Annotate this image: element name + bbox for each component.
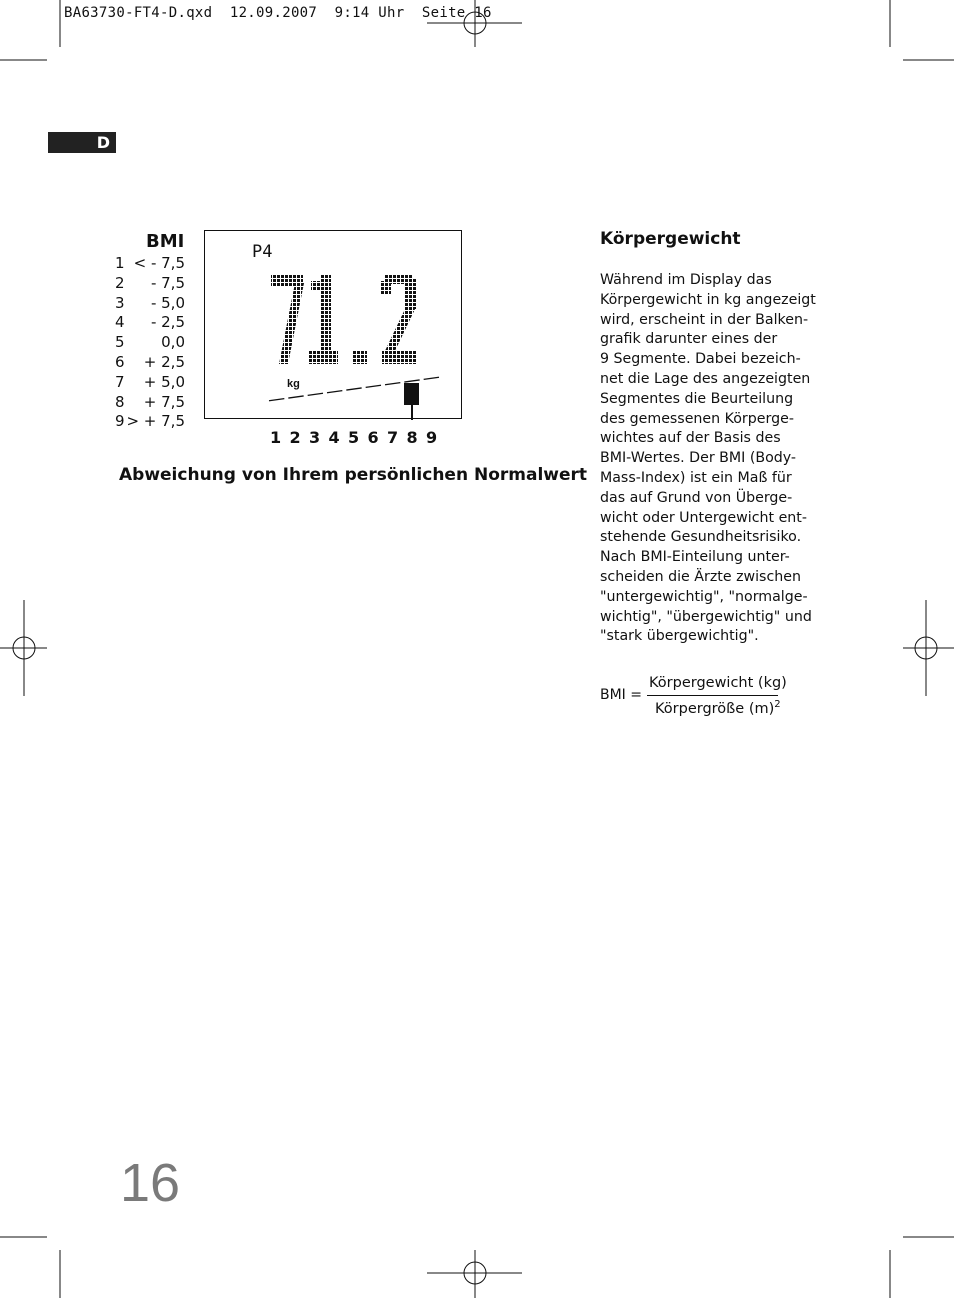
- body-text-line: 9 Segmente. Dabei bezeich-: [600, 351, 801, 368]
- segment-number: 5: [348, 428, 360, 447]
- bmi-row-value: 0,0: [161, 333, 185, 352]
- segment-number: 2: [289, 428, 301, 447]
- bmi-row-index: 5: [115, 333, 125, 352]
- bmi-legend-row: [115, 293, 185, 313]
- body-text-line: wichtes auf der Basis des: [600, 430, 781, 447]
- exponent: 2: [774, 699, 781, 710]
- segment-numbers: [270, 428, 446, 447]
- display-graphic: [205, 231, 463, 420]
- bar-segment-8: [404, 380, 419, 382]
- bar-segment-3: [308, 393, 323, 395]
- print-file-stamp: BA63730-FT4-D.qxd 12.09.2007 9:14 Uhr Seite 16: [64, 5, 492, 21]
- body-text-line: das auf Grund von Überge-: [600, 489, 793, 506]
- bmi-legend-row: [115, 253, 185, 273]
- body-text-line: stehende Gesundheitsrisiko.: [600, 529, 802, 546]
- bmi-row-value: - 2,5: [150, 313, 185, 332]
- bmi-legend-row: [115, 411, 185, 431]
- segment-number: 4: [328, 428, 340, 447]
- bar-segment-7: [385, 383, 400, 385]
- body-text-line: Während im Display das: [600, 272, 772, 288]
- bmi-row-index: 6: [115, 353, 125, 371]
- bmi-row-value: < - 7,5: [133, 254, 185, 272]
- segment-number: 9: [426, 428, 438, 447]
- bmi-row-index: 8: [115, 392, 125, 411]
- section-heading: Körpergewicht: [600, 229, 741, 249]
- bmi-legend-row: [115, 273, 185, 293]
- body-text-line: grafik darunter eines der: [600, 331, 778, 348]
- bmi-row-value: + 2,5: [143, 353, 185, 371]
- bar-segment-6: [366, 385, 381, 387]
- bmi-row-index: 7: [115, 372, 125, 391]
- bmi-row-index: 9: [115, 412, 125, 431]
- bmi-row-value: - 7,5: [150, 273, 185, 292]
- segment-number: 3: [309, 428, 321, 447]
- formula-lhs: BMI =: [600, 687, 642, 703]
- segment-number: 7: [387, 428, 399, 447]
- body-text-line: wicht oder Untergewicht ent-: [600, 509, 807, 526]
- segment-number: 1: [270, 428, 282, 447]
- denominator-text: Körpergröße (m): [655, 700, 775, 717]
- decimal-point: [353, 351, 367, 364]
- segment-number: 6: [367, 428, 379, 447]
- bmi-row-index: 2: [115, 273, 125, 292]
- bmi-row-index: 3: [115, 293, 125, 312]
- body-text-line: wird, erscheint in der Balken-: [600, 311, 809, 328]
- language-tab: D: [48, 132, 116, 153]
- body-text-line: des gemessenen Körperge-: [600, 410, 794, 427]
- bmi-legend-row: [115, 312, 185, 332]
- bar-segment-9: [424, 377, 439, 379]
- body-text: [600, 271, 815, 647]
- body-text-line: Segmentes die Beurteilung: [600, 390, 794, 407]
- body-text-line: wichtig", "übergewichtig" und: [600, 608, 812, 625]
- digit-7: [271, 274, 304, 364]
- body-text-line: Mass-Index) ist ein Maß für: [600, 469, 792, 486]
- segment-number: 8: [406, 428, 418, 447]
- bmi-row-value: > + 7,5: [126, 412, 185, 431]
- bar-segment-4: [327, 391, 342, 393]
- bar-segment-2: [288, 396, 303, 398]
- bmi-row-index: 1: [115, 254, 125, 272]
- body-text-line: scheiden die Ärzte zwischen: [600, 568, 801, 585]
- scale-display: [204, 230, 462, 419]
- body-text-line: Nach BMI-Einteilung unter-: [600, 549, 790, 566]
- digit-1: [308, 274, 338, 364]
- digit-2: [381, 274, 417, 364]
- bar-segment-1: [269, 399, 284, 401]
- bmi-row-value: + 5,0: [143, 372, 185, 391]
- body-text-line: Körpergewicht in kg angezeigt: [600, 291, 816, 308]
- body-text-line: "untergewichtig", "normalge-: [600, 588, 808, 605]
- body-text-line: net die Lage des angezeigten: [600, 370, 811, 387]
- page-number: 16: [120, 1153, 181, 1213]
- fraction-line: [647, 695, 778, 696]
- formula-denominator: [655, 699, 781, 717]
- active-segment-block: [404, 383, 419, 405]
- bmi-row-value: + 7,5: [143, 392, 185, 411]
- memory-label: P4: [252, 242, 273, 262]
- bmi-row-value: - 5,0: [150, 293, 185, 312]
- bmi-legend-title: BMI: [146, 231, 185, 252]
- bmi-legend-row: [115, 392, 185, 412]
- bar-segment-5: [346, 388, 361, 390]
- figure-caption: Abweichung von Ihrem persönlichen Normalwert: [119, 465, 588, 485]
- formula-numerator: Körpergewicht (kg): [649, 675, 787, 691]
- bmi-legend-row: [115, 332, 185, 352]
- body-text-line: "stark übergewichtig".: [600, 628, 759, 645]
- bmi-row-index: 4: [115, 313, 125, 332]
- body-text-line: BMI-Wertes. Der BMI (Body-: [600, 450, 797, 467]
- bmi-legend-row: [115, 352, 185, 372]
- unit-label: kg: [287, 378, 300, 390]
- bmi-legend-row: [115, 372, 185, 392]
